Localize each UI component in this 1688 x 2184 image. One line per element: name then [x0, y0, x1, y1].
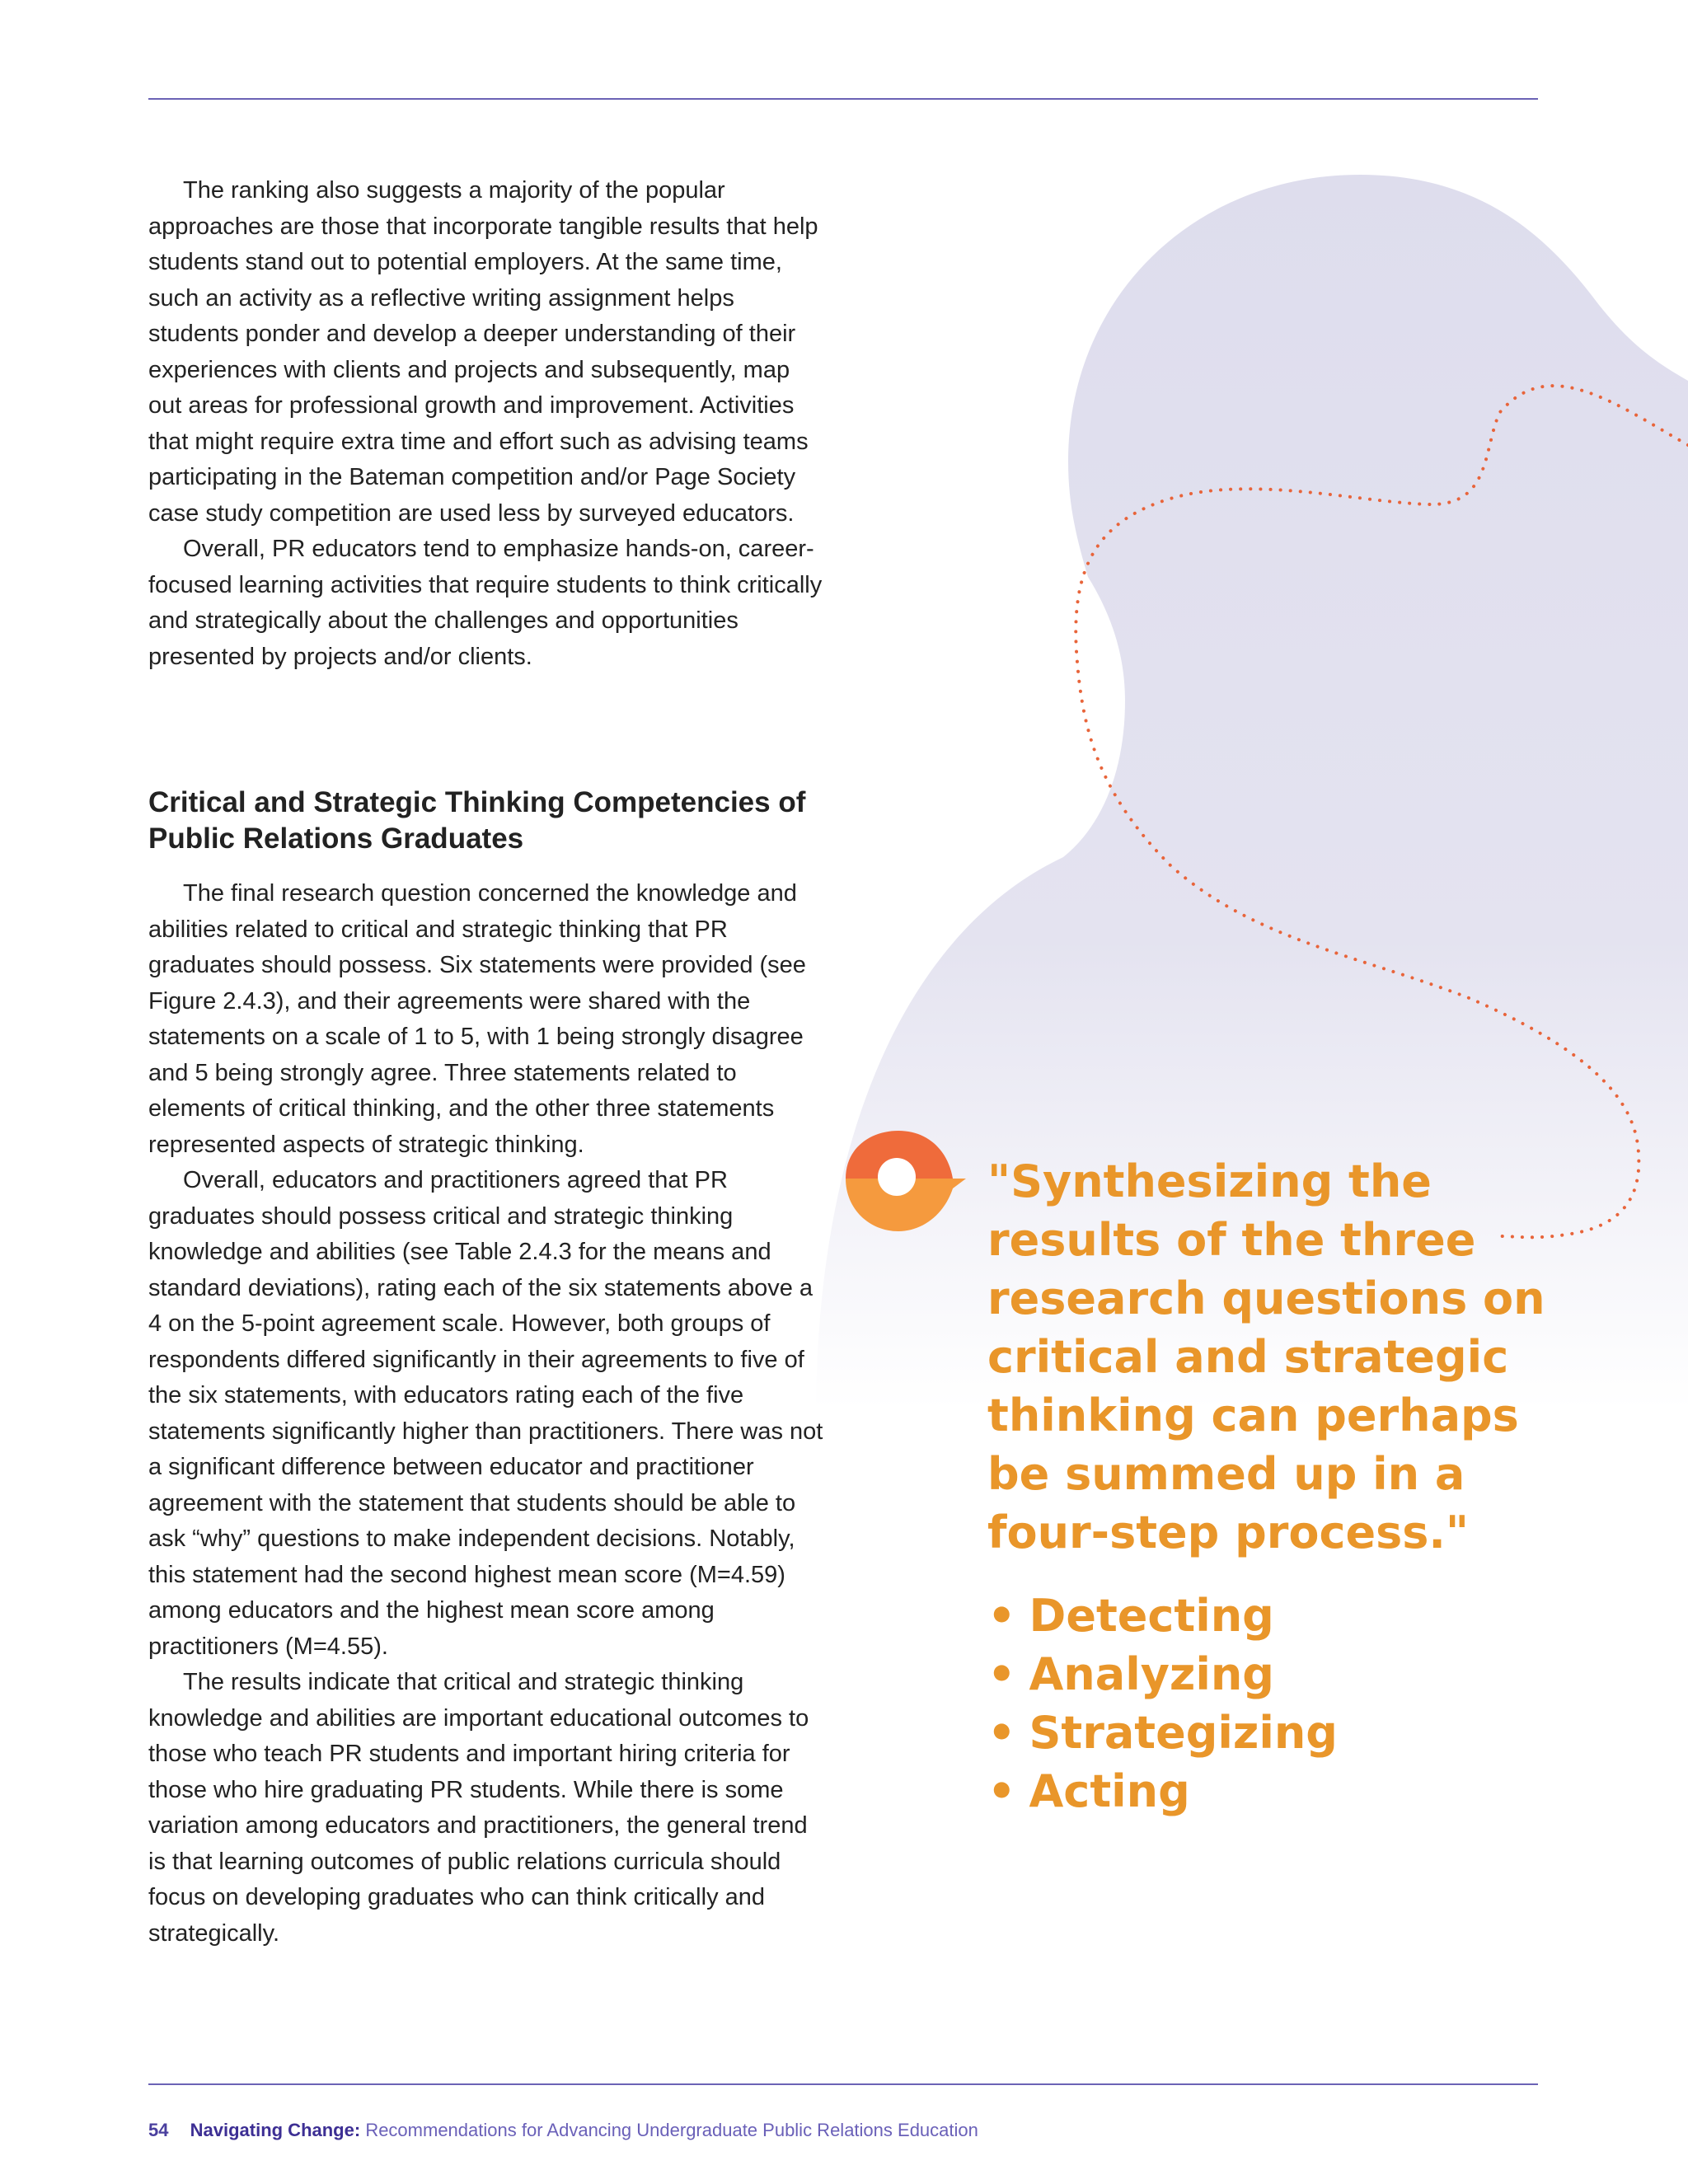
- bullet-dot: •: [987, 1648, 1016, 1700]
- pull-quote: "Synthesizing the results of the three research questions on critical and strategic thinking can perhaps be summed up in a four-step process.": [987, 1155, 1545, 1558]
- process-step-label: Analyzing: [1029, 1648, 1274, 1700]
- body-paragraph: The ranking also suggests a majority of the popular approaches are those that incorporate tangible results that help students stand out to potential employers. At the same time, such an activity as a reflective writing assignment helps students ponder and develop a deeper understanding of their experiences with clients and projects and subsequently, map out areas for professional growth and improvement. Activities that might require extra time and effort such as advising teams participating in the Bateman competition and/or Page Society case study competition are used less by surveyed educators.: [148, 177, 818, 527]
- process-step-label: Acting: [1029, 1765, 1190, 1817]
- body-column-top: [148, 173, 824, 675]
- process-step-label: Detecting: [1029, 1590, 1274, 1642]
- section-heading: Critical and Strategic Thinking Competencies of Public Relations Graduates: [148, 786, 806, 855]
- body-paragraph: The final research question concerned the knowledge and abilities related to critical and strategic thinking that PR graduates should possess. Six statements were provided (see Figure 2.4.3), and their agreements were shared with the statements on a scale of 1 to 5, with 1 being strongly disagree and 5 being strongly agree. Three statements related to elements of critical thinking, and the other three statements represented aspects of strategic thinking.: [148, 880, 806, 1158]
- process-steps-list: [987, 1586, 1564, 1821]
- process-step: [987, 1586, 1564, 1645]
- bullet-dot: •: [987, 1765, 1016, 1817]
- publication-title: Navigating Change:: [190, 2120, 361, 2140]
- page-number: 54: [148, 2120, 169, 2140]
- bottom-rule: [148, 2083, 1538, 2085]
- publication-subtitle: Recommendations for Advancing Undergraduate Public Relations Education: [365, 2120, 978, 2140]
- process-step: [987, 1762, 1564, 1821]
- body-column-bottom: [148, 876, 824, 1952]
- bullet-dot: •: [987, 1590, 1016, 1642]
- bullet-dot: •: [987, 1707, 1016, 1759]
- process-step: [987, 1645, 1564, 1704]
- process-step: [987, 1704, 1564, 1762]
- body-paragraph: Overall, educators and practitioners agreed that PR graduates should possess critical and strategic thinking knowledge and abilities (see Table 2.4.3 for the means and standard deviations), rating each of the six statements above a 4 on the 5-point agreement scale. However, both groups of respondents differed significantly in their agreements to five of the six statements, with educators rating each of the five statements significantly higher than practitioners. There was not a significant difference between educator and practitioner agreement with the statement that students should be able to ask “why” questions to make independent decisions. Notably, this statement had the second highest mean score (M=4.59) among educators and the highest mean score among practitioners (M=4.55).: [148, 1167, 823, 1660]
- body-paragraph: The results indicate that critical and strategic thinking knowledge and abilities are important educational outcomes to those who teach PR students and important hiring criteria for those who hire graduating PR students. While there is some variation among educators and practitioners, the general trend is that learning outcomes of public relations curricula should focus on developing graduates who can think critically and strategically.: [148, 1669, 809, 1947]
- page-footer: [148, 2118, 1467, 2143]
- process-step-label: Strategizing: [1029, 1707, 1338, 1759]
- body-paragraph: Overall, PR educators tend to emphasize hands-on, career-focused learning activities that require students to think critically and strategically about the challenges and opportunities presented by projects and/or clients.: [148, 536, 823, 670]
